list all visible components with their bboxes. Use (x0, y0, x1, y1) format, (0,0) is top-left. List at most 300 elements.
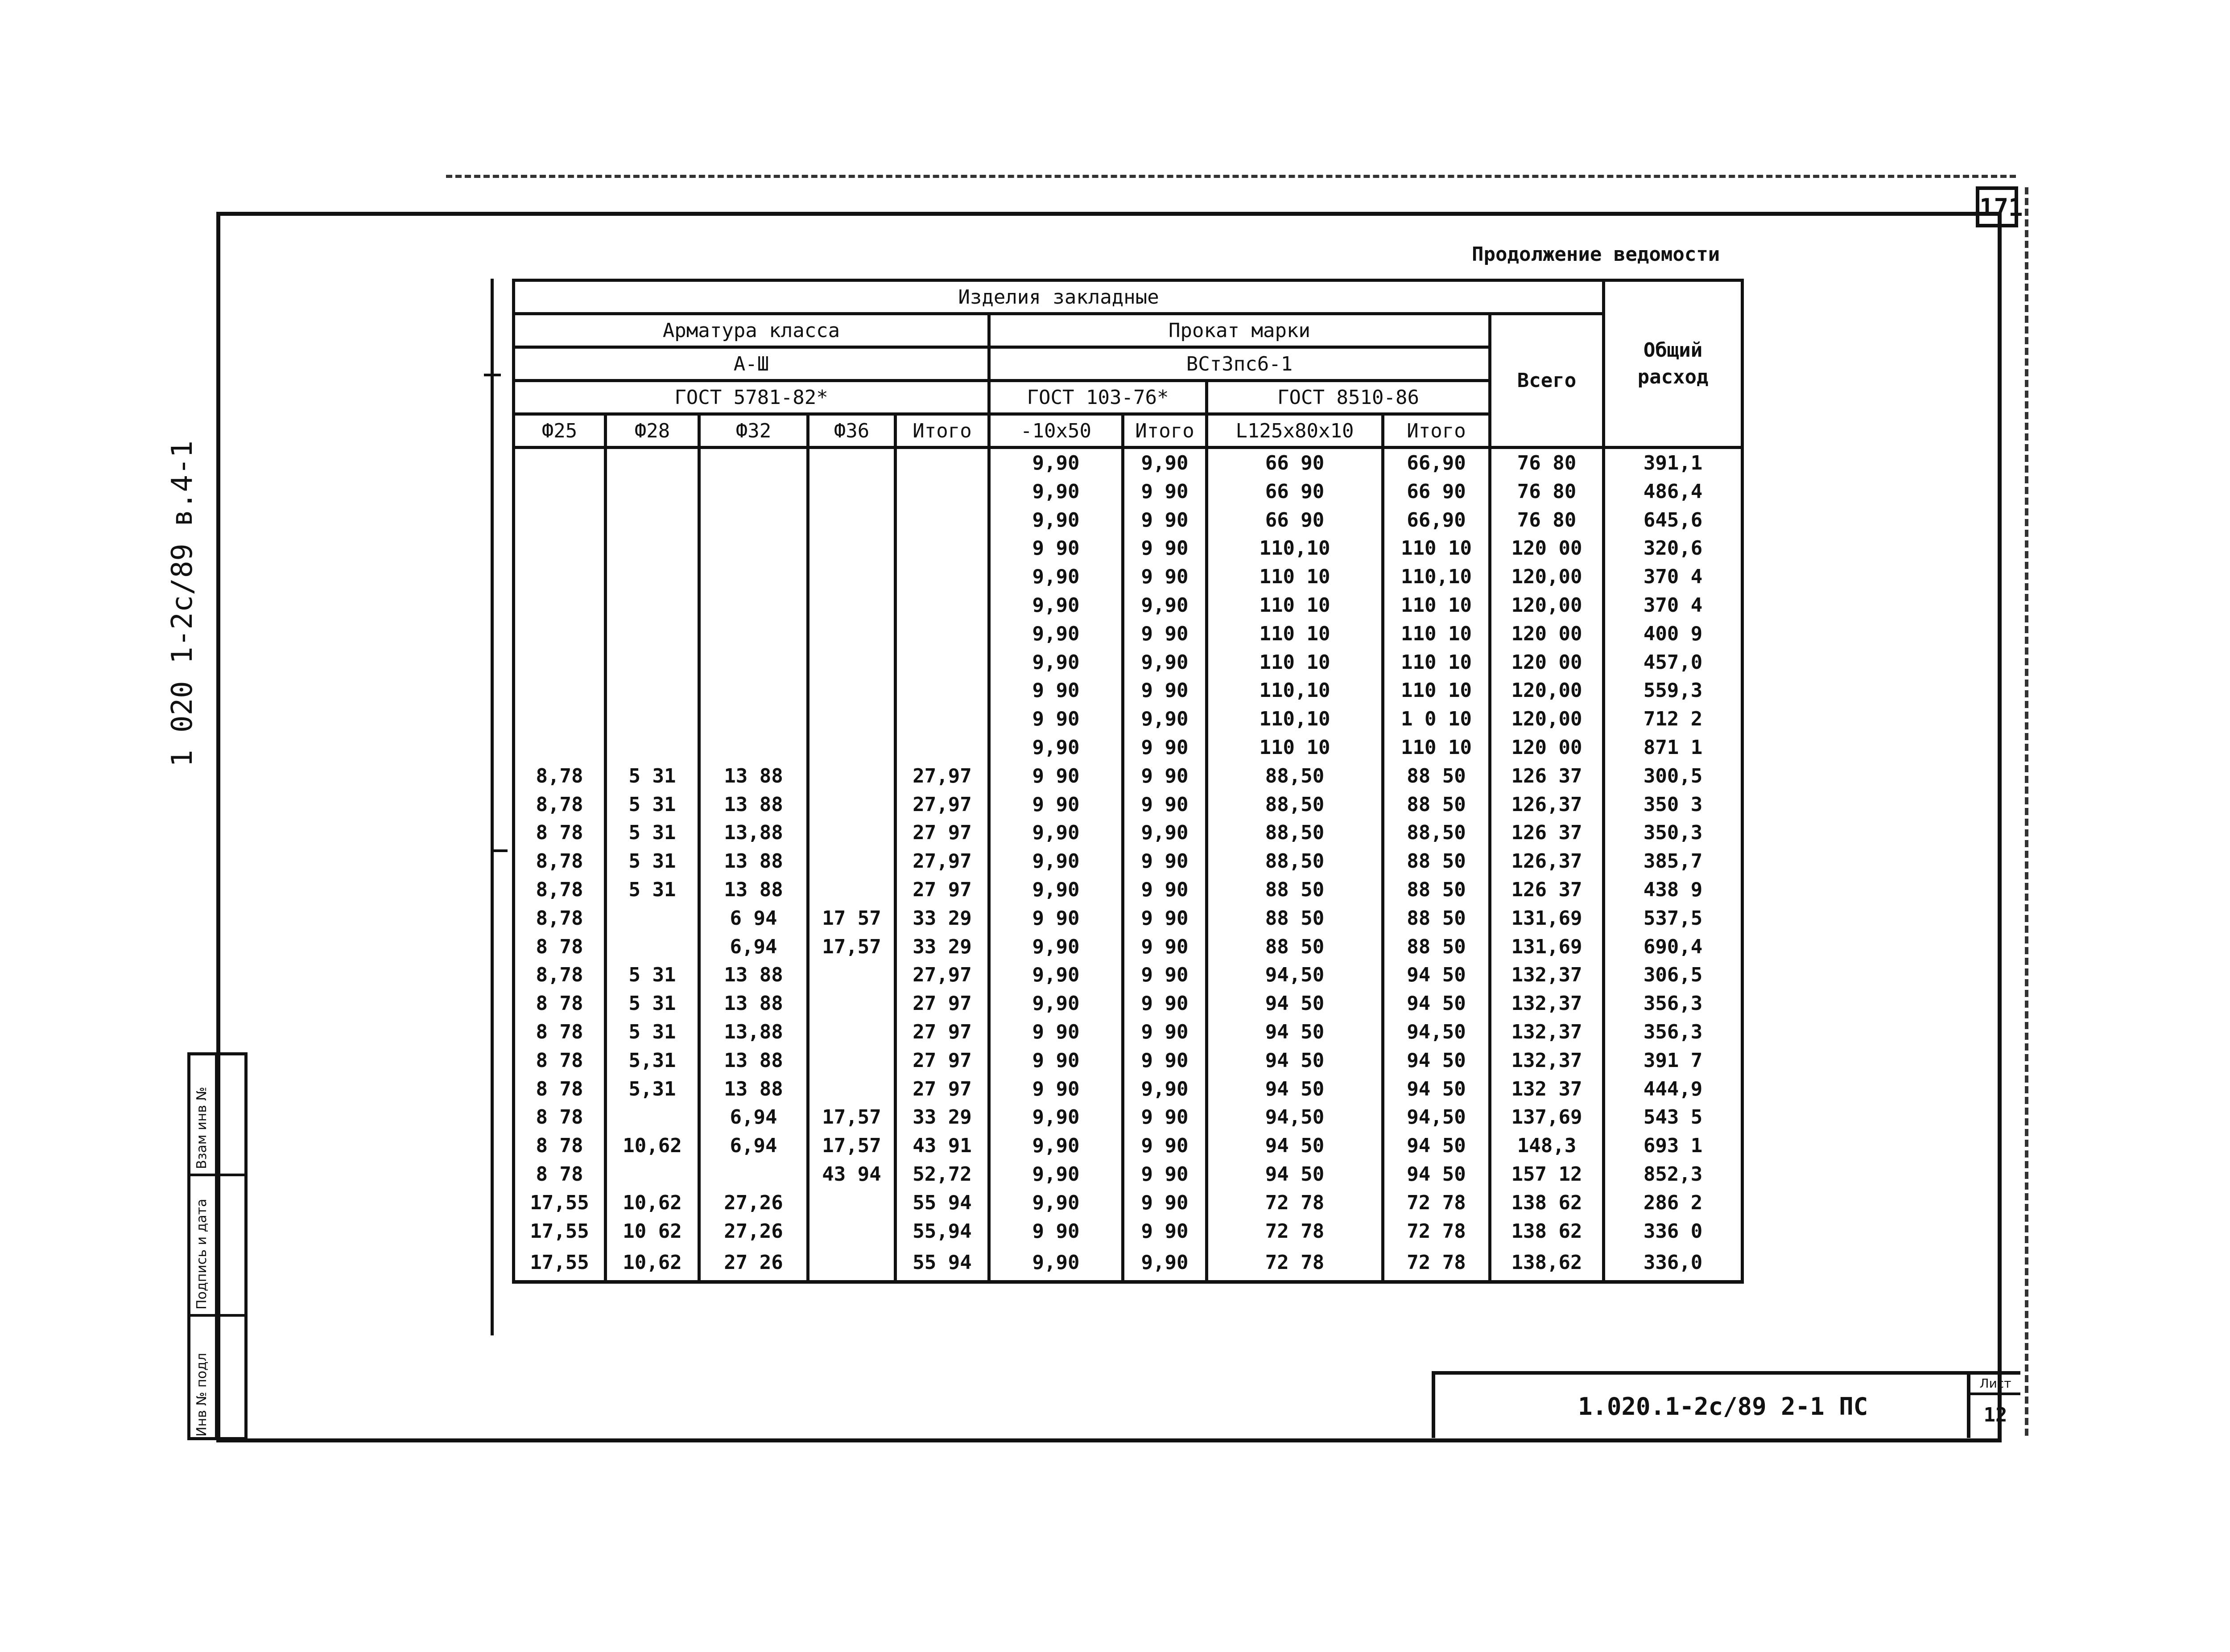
table-cell: 110 10 (1383, 733, 1490, 762)
table-cell: 693 1 (1604, 1132, 1743, 1160)
table-cell: 120,00 (1490, 563, 1604, 591)
table-row (514, 620, 1743, 648)
table-cell: 8 78 (514, 1075, 606, 1104)
table-cell: 9,90 (1123, 648, 1207, 677)
table-cell: 9,90 (989, 620, 1123, 648)
table-cell: 8 78 (514, 819, 606, 847)
col-angle: L125х80х10 (1207, 414, 1383, 448)
table-cell: 17,55 (514, 1217, 606, 1246)
table-cell (808, 448, 896, 478)
table-cell: 385,7 (1604, 847, 1743, 876)
table-cell (514, 733, 606, 762)
table-cell (606, 904, 699, 933)
header-armatura: Арматура класса (514, 314, 989, 347)
table-cell: 9 90 (1123, 876, 1207, 904)
table-cell (808, 676, 896, 705)
table-cell: 5 31 (606, 876, 699, 904)
table-cell: 9,90 (989, 478, 1123, 506)
col-itogo-angle: Итого (1383, 414, 1490, 448)
table-cell: 486,4 (1604, 478, 1743, 506)
table-cell: 9 90 (1123, 904, 1207, 933)
table-cell: 8,78 (514, 847, 606, 876)
table-cell: 88,50 (1207, 791, 1383, 819)
table-cell (606, 448, 699, 478)
table-cell: 370 4 (1604, 563, 1743, 591)
table-cell: 132,37 (1490, 961, 1604, 989)
stamp-vzam-inv: Взам инв № (194, 1087, 210, 1169)
table-cell (896, 620, 989, 648)
table-cell: 391 7 (1604, 1046, 1743, 1075)
stamp-column-divider (215, 1055, 218, 1437)
table-cell (699, 733, 808, 762)
table-cell (606, 506, 699, 535)
table-cell: 6,94 (699, 1103, 808, 1132)
table-cell: 9 90 (1123, 961, 1207, 989)
table-cell: 110 10 (1383, 648, 1490, 677)
table-cell: 27,26 (699, 1189, 808, 1217)
table-cell (896, 733, 989, 762)
table-cell: 9,90 (1123, 1245, 1207, 1282)
table-cell: 9,90 (1123, 448, 1207, 478)
table-cell: 27,26 (699, 1217, 808, 1246)
table-cell: 9,90 (989, 563, 1123, 591)
table-cell: 126 37 (1490, 762, 1604, 791)
table-cell: 5,31 (606, 1046, 699, 1075)
table-cell: 5 31 (606, 989, 699, 1018)
table-cell (606, 733, 699, 762)
table-cell (699, 534, 808, 563)
table-row (514, 1245, 1743, 1282)
sheet-label: Лист (1970, 1375, 2020, 1395)
table-cell: 9 90 (1123, 676, 1207, 705)
title-block (1432, 1371, 2020, 1438)
table-cell: 5,31 (606, 1075, 699, 1104)
table-cell (808, 534, 896, 563)
header-vst: ВСт3пс6-1 (989, 347, 1490, 381)
title-block-code: 1.020.1-2с/89 2-1 ПС (1578, 1392, 1868, 1421)
table-cell: 8,78 (514, 961, 606, 989)
table-cell: 131,69 (1490, 933, 1604, 961)
table-cell: 27 97 (896, 1018, 989, 1046)
col-itogo-plate: Итого (1123, 414, 1207, 448)
table-cell: 66,90 (1383, 506, 1490, 535)
approval-stamp (187, 1052, 248, 1440)
table-cell: 13 88 (699, 847, 808, 876)
table-cell: 9,90 (989, 448, 1123, 478)
table-cell: 9 90 (989, 904, 1123, 933)
table-cell: 94,50 (1207, 961, 1383, 989)
table-cell: 9 90 (1123, 1189, 1207, 1217)
table-cell: 9 90 (1123, 478, 1207, 506)
table-cell (808, 762, 896, 791)
table-cell: 13 88 (699, 876, 808, 904)
table-cell: 9,90 (989, 1245, 1123, 1282)
table-cell: 9 90 (1123, 1018, 1207, 1046)
table-cell: 9 90 (989, 705, 1123, 733)
table-cell: 88 50 (1383, 933, 1490, 961)
table-cell (514, 620, 606, 648)
table-cell (896, 591, 989, 620)
table-row (514, 705, 1743, 733)
table-cell (808, 478, 896, 506)
table-cell: 5 31 (606, 791, 699, 819)
table-cell (808, 1217, 896, 1246)
table-cell: 27 97 (896, 989, 989, 1018)
table-cell: 13 88 (699, 762, 808, 791)
table-cell (699, 1160, 808, 1189)
table-cell: 9 90 (1123, 733, 1207, 762)
table-cell (514, 563, 606, 591)
table-cell: 457,0 (1604, 648, 1743, 677)
table-cell: 72 78 (1383, 1217, 1490, 1246)
sheet-corner-number: 171 (1976, 186, 2018, 227)
top-dashed-rule (446, 175, 2016, 178)
right-dashed-rule (2025, 187, 2028, 1436)
table-cell: 9 90 (1123, 1217, 1207, 1246)
table-cell: 9 90 (989, 1075, 1123, 1104)
table-cell: 110 10 (1383, 676, 1490, 705)
table-cell (808, 961, 896, 989)
table-cell: 13,88 (699, 819, 808, 847)
table-cell: 55 94 (896, 1245, 989, 1282)
table-cell (808, 705, 896, 733)
table-cell (896, 478, 989, 506)
col-plate: -10х50 (989, 414, 1123, 448)
table-cell: 33 29 (896, 904, 989, 933)
table-cell: 9 90 (1123, 989, 1207, 1018)
table-cell: 10,62 (606, 1245, 699, 1282)
table-cell: 88 50 (1383, 791, 1490, 819)
table-cell: 110,10 (1207, 705, 1383, 733)
table-row (514, 733, 1743, 762)
table-cell: 9 90 (989, 534, 1123, 563)
table-cell: 9,90 (989, 648, 1123, 677)
table-cell: 17,57 (808, 1132, 896, 1160)
table-cell (808, 847, 896, 876)
table-cell: 110 10 (1383, 591, 1490, 620)
table-cell: 537,5 (1604, 904, 1743, 933)
table-row (514, 506, 1743, 535)
col-d25: Ф25 (514, 414, 606, 448)
header-gost-5781: ГОСТ 5781-82* (514, 381, 989, 414)
table-cell: 110 10 (1207, 648, 1383, 677)
table-cell: 9,90 (989, 506, 1123, 535)
table-cell: 8 78 (514, 933, 606, 961)
table-cell: 132,37 (1490, 1046, 1604, 1075)
title-block-sheet (1967, 1375, 2020, 1438)
table-cell: 66 90 (1207, 448, 1383, 478)
materials-table-wrap (512, 279, 1744, 1284)
table-cell: 33 29 (896, 933, 989, 961)
table-cell: 43 91 (896, 1132, 989, 1160)
table-cell: 43 94 (808, 1160, 896, 1189)
table-cell: 27 97 (896, 876, 989, 904)
table-cell: 444,9 (1604, 1075, 1743, 1104)
table-cell: 148,3 (1490, 1132, 1604, 1160)
stamp-podpis-data: Подпись и дата (194, 1199, 210, 1310)
table-cell: 350,3 (1604, 819, 1743, 847)
table-cell: 120,00 (1490, 676, 1604, 705)
table-cell: 138 62 (1490, 1217, 1604, 1246)
table-cell: 9 90 (1123, 620, 1207, 648)
table-cell (514, 648, 606, 677)
table-cell (808, 1075, 896, 1104)
table-cell: 13 88 (699, 1075, 808, 1104)
table-cell (808, 620, 896, 648)
table-cell (808, 791, 896, 819)
table-cell: 543 5 (1604, 1103, 1743, 1132)
table-cell: 9 90 (1123, 847, 1207, 876)
table-cell: 126 37 (1490, 819, 1604, 847)
table-cell: 94 50 (1207, 1132, 1383, 1160)
table-row (514, 1103, 1743, 1132)
table-cell (808, 1189, 896, 1217)
table-cell (514, 478, 606, 506)
header-prokat: Прокат марки (989, 314, 1490, 347)
table-cell: 27 26 (699, 1245, 808, 1282)
table-cell: 27,97 (896, 791, 989, 819)
table-cell: 27 97 (896, 1075, 989, 1104)
table-cell: 110,10 (1383, 563, 1490, 591)
table-row (514, 448, 1743, 478)
table-cell: 110 10 (1207, 733, 1383, 762)
table-cell: 10,62 (606, 1132, 699, 1160)
table-cell: 27,97 (896, 961, 989, 989)
table-cell: 17 57 (808, 904, 896, 933)
table-row (514, 648, 1743, 677)
table-cell: 320,6 (1604, 534, 1743, 563)
table-cell (699, 648, 808, 677)
table-cell: 10 62 (606, 1217, 699, 1246)
table-cell: 88 50 (1207, 876, 1383, 904)
table-cell: 94 50 (1207, 1160, 1383, 1189)
table-cell: 356,3 (1604, 989, 1743, 1018)
table-cell: 94 50 (1207, 1046, 1383, 1075)
table-cell (699, 448, 808, 478)
table-cell: 55 94 (896, 1189, 989, 1217)
materials-table (512, 279, 1744, 1284)
sheet-number: 12 (1983, 1404, 2007, 1426)
table-cell: 9,90 (989, 733, 1123, 762)
table-cell: 286 2 (1604, 1189, 1743, 1217)
table-cell: 66,90 (1383, 448, 1490, 478)
table-cell: 13 88 (699, 961, 808, 989)
table-cell (699, 563, 808, 591)
table-cell (699, 478, 808, 506)
table-cell: 120,00 (1490, 705, 1604, 733)
table-cell: 8 78 (514, 1103, 606, 1132)
table-cell: 88 50 (1383, 904, 1490, 933)
header-izdelia: Изделия закладные (514, 280, 1604, 314)
side-document-code: 1 020 1-2с/89 в.4-1 (166, 440, 199, 767)
table-cell: 131,69 (1490, 904, 1604, 933)
table-cell: 6,94 (699, 933, 808, 961)
header-a3: А-Ш (514, 347, 989, 381)
table-cell: 27 97 (896, 1046, 989, 1075)
table-cell: 9,90 (989, 1189, 1123, 1217)
table-cell: 88 50 (1383, 847, 1490, 876)
table-cell: 9,90 (989, 933, 1123, 961)
table-cell (606, 478, 699, 506)
table-cell: 336,0 (1604, 1245, 1743, 1282)
col-d28: Ф28 (606, 414, 699, 448)
table-cell: 9 90 (989, 791, 1123, 819)
table-cell: 110,10 (1207, 676, 1383, 705)
table-cell (699, 620, 808, 648)
table-cell: 9,90 (989, 1132, 1123, 1160)
table-cell (514, 591, 606, 620)
table-cell: 94 50 (1383, 1075, 1490, 1104)
table-row (514, 791, 1743, 819)
table-cell: 8,78 (514, 904, 606, 933)
table-cell (808, 733, 896, 762)
table-cell: 9,90 (989, 1160, 1123, 1189)
table-cell: 9,90 (989, 961, 1123, 989)
table-cell: 66 90 (1383, 478, 1490, 506)
table-cell: 126 37 (1490, 876, 1604, 904)
table-cell: 9 90 (989, 1018, 1123, 1046)
table-cell: 94 50 (1207, 1075, 1383, 1104)
table-cell: 88 50 (1207, 933, 1383, 961)
table-left-rule (491, 279, 494, 1335)
table-cell (896, 676, 989, 705)
table-cell: 52,72 (896, 1160, 989, 1189)
table-cell: 94 50 (1207, 989, 1383, 1018)
table-cell (896, 705, 989, 733)
table-cell: 391,1 (1604, 448, 1743, 478)
table-cell (606, 620, 699, 648)
table-cell: 94,50 (1207, 1103, 1383, 1132)
table-cell: 88,50 (1383, 819, 1490, 847)
table-cell (896, 563, 989, 591)
table-cell: 126,37 (1490, 791, 1604, 819)
table-cell: 72 78 (1207, 1217, 1383, 1246)
table-cell: 27,97 (896, 847, 989, 876)
table-cell: 438 9 (1604, 876, 1743, 904)
table-cell (606, 676, 699, 705)
table-cell: 9,90 (989, 591, 1123, 620)
table-cell: 8,78 (514, 762, 606, 791)
table-cell (808, 591, 896, 620)
header-obshiy: Общий расход (1604, 280, 1743, 448)
table-cell (699, 705, 808, 733)
header-vsego: Всего (1490, 314, 1604, 448)
table-cell: 871 1 (1604, 733, 1743, 762)
header-gost-8510: ГОСТ 8510-86 (1207, 381, 1490, 414)
table-cell: 110 10 (1207, 620, 1383, 648)
table-cell: 27,97 (896, 762, 989, 791)
table-cell: 55,94 (896, 1217, 989, 1246)
table-cell: 9 90 (989, 1046, 1123, 1075)
table-cell: 76 80 (1490, 448, 1604, 478)
table-cell: 66 90 (1207, 506, 1383, 535)
table-cell: 132 37 (1490, 1075, 1604, 1104)
table-cell: 110 10 (1383, 534, 1490, 563)
table-row (514, 1075, 1743, 1104)
table-cell: 110 10 (1207, 591, 1383, 620)
table-cell: 88 50 (1207, 904, 1383, 933)
table-cell: 8 78 (514, 1132, 606, 1160)
table-cell: 5 31 (606, 961, 699, 989)
table-cell (699, 506, 808, 535)
table-cell (606, 563, 699, 591)
table-cell: 8 78 (514, 989, 606, 1018)
table-cell: 8 78 (514, 1160, 606, 1189)
table-cell: 559,3 (1604, 676, 1743, 705)
table-row (514, 762, 1743, 791)
table-cell (896, 648, 989, 677)
table-cell: 852,3 (1604, 1160, 1743, 1189)
table-cell: 9 90 (1123, 791, 1207, 819)
table-cell: 120,00 (1490, 591, 1604, 620)
table-cell: 94 50 (1383, 989, 1490, 1018)
table-cell: 9,90 (989, 819, 1123, 847)
table-row (514, 591, 1743, 620)
table-row (514, 534, 1743, 563)
table-cell: 17,57 (808, 933, 896, 961)
table-cell: 8,78 (514, 876, 606, 904)
table-cell (606, 591, 699, 620)
table-heading: Продолжение ведомости (1472, 243, 1720, 266)
table-cell (514, 506, 606, 535)
stamp-row-divider (190, 1314, 244, 1317)
table-cell: 110 10 (1207, 563, 1383, 591)
table-cell: 9 90 (1123, 506, 1207, 535)
table-row (514, 933, 1743, 961)
table-cell: 5 31 (606, 762, 699, 791)
table-cell: 9 90 (989, 676, 1123, 705)
table-cell: 94,50 (1383, 1103, 1490, 1132)
table-cell: 94 50 (1383, 1160, 1490, 1189)
table-cell: 10,62 (606, 1189, 699, 1217)
table-row (514, 1217, 1743, 1246)
table-cell: 27 97 (896, 819, 989, 847)
table-cell: 9 90 (989, 762, 1123, 791)
table-cell: 88,50 (1207, 762, 1383, 791)
table-cell: 94 50 (1207, 1018, 1383, 1046)
table-cell (514, 705, 606, 733)
table-row (514, 876, 1743, 904)
table-cell (606, 933, 699, 961)
table-cell (606, 1103, 699, 1132)
table-cell: 1 0 10 (1383, 705, 1490, 733)
table-cell: 645,6 (1604, 506, 1743, 535)
table-row (514, 989, 1743, 1018)
table-cell: 126,37 (1490, 847, 1604, 876)
table-cell: 712 2 (1604, 705, 1743, 733)
table-cell (896, 448, 989, 478)
col-itogo-armatura: Итого (896, 414, 989, 448)
table-cell: 9,90 (1123, 591, 1207, 620)
table-cell (606, 534, 699, 563)
table-cell: 400 9 (1604, 620, 1743, 648)
table-cell: 306,5 (1604, 961, 1743, 989)
table-cell: 300,5 (1604, 762, 1743, 791)
table-cell (606, 705, 699, 733)
table-cell (808, 1018, 896, 1046)
table-cell: 5 31 (606, 819, 699, 847)
table-cell (606, 1160, 699, 1189)
table-cell: 13 88 (699, 989, 808, 1018)
table-cell (514, 676, 606, 705)
table-cell (808, 1046, 896, 1075)
table-cell (808, 506, 896, 535)
table-cell (808, 876, 896, 904)
table-cell: 9 90 (1123, 534, 1207, 563)
table-cell: 132,37 (1490, 989, 1604, 1018)
table-cell: 9,90 (1123, 1075, 1207, 1104)
table-cell (808, 648, 896, 677)
